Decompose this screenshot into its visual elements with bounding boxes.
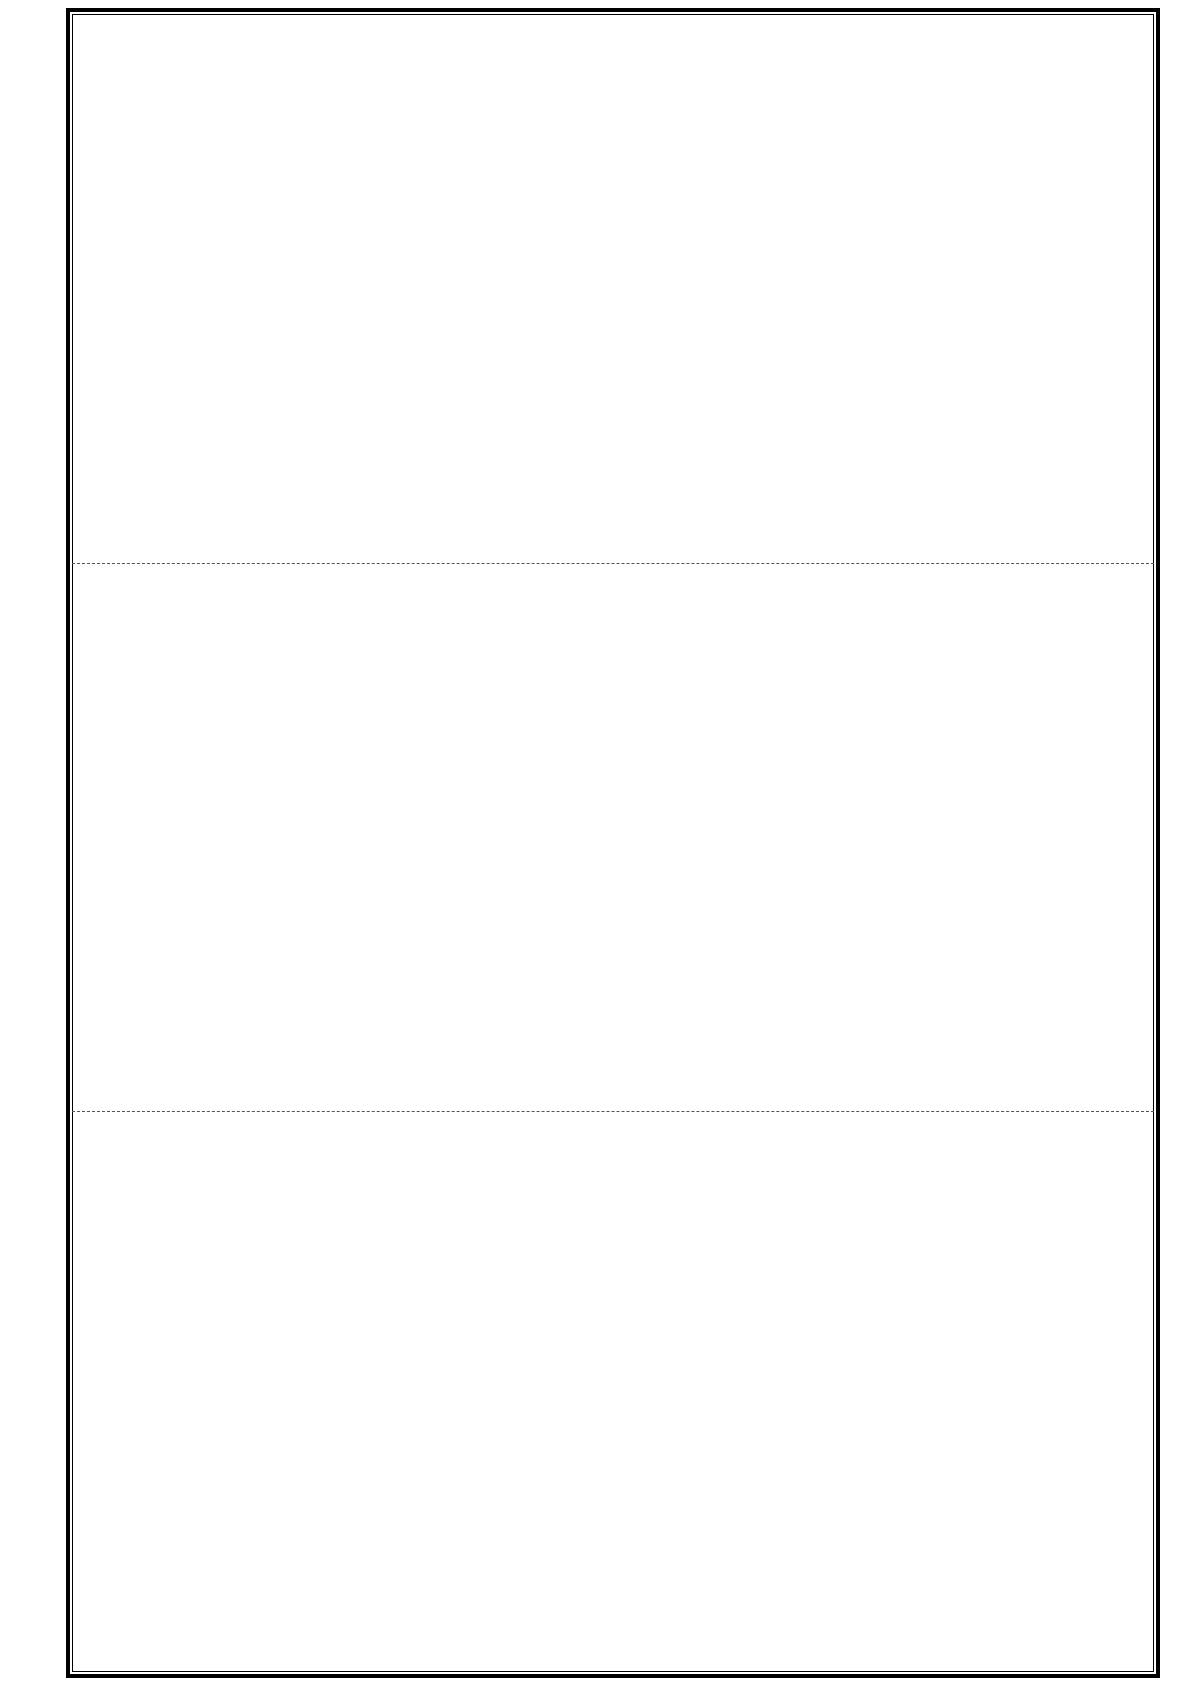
panel-3-columns — [73, 1116, 1143, 1670]
text-column — [863, 568, 910, 1108]
text-column — [910, 1116, 957, 1670]
text-column — [73, 568, 120, 1108]
text-column — [724, 1116, 771, 1670]
text-column — [584, 20, 631, 560]
text-column — [398, 568, 445, 1108]
text-column — [1049, 20, 1096, 560]
text-column — [677, 1116, 724, 1670]
text-column — [1003, 1116, 1050, 1670]
text-column — [631, 568, 678, 1108]
text-column — [352, 1116, 399, 1670]
text-column — [212, 568, 259, 1108]
text-column — [119, 568, 166, 1108]
text-column — [631, 20, 678, 560]
panel-2 — [72, 568, 1154, 1108]
text-column — [910, 20, 957, 560]
text-column — [166, 1116, 213, 1670]
text-column — [119, 20, 166, 560]
text-column — [1003, 568, 1050, 1108]
text-column — [1096, 1116, 1143, 1670]
text-column — [352, 568, 399, 1108]
text-column — [817, 568, 864, 1108]
text-column — [212, 20, 259, 560]
text-column — [770, 1116, 817, 1670]
text-column — [1049, 1116, 1096, 1670]
text-column — [259, 1116, 306, 1670]
text-column — [398, 20, 445, 560]
text-column — [73, 1116, 120, 1670]
text-column — [352, 20, 399, 560]
text-column — [817, 20, 864, 560]
text-column — [677, 568, 724, 1108]
text-column — [305, 568, 352, 1108]
text-column — [538, 20, 585, 560]
text-column — [956, 568, 1003, 1108]
text-column — [584, 1116, 631, 1670]
text-column — [956, 1116, 1003, 1670]
text-column — [445, 1116, 492, 1670]
text-column — [259, 20, 306, 560]
panel-divider-2 — [72, 1111, 1154, 1112]
text-column — [305, 20, 352, 560]
text-column — [770, 568, 817, 1108]
text-column — [677, 20, 724, 560]
text-column — [863, 1116, 910, 1670]
text-column — [491, 20, 538, 560]
text-column — [259, 568, 306, 1108]
text-column — [724, 20, 771, 560]
panel-1 — [72, 20, 1154, 560]
text-column — [305, 1116, 352, 1670]
text-column — [1096, 568, 1143, 1108]
text-column — [166, 568, 213, 1108]
text-column — [538, 1116, 585, 1670]
text-column — [166, 20, 213, 560]
text-column — [212, 1116, 259, 1670]
text-column — [491, 568, 538, 1108]
panel-1-columns — [73, 20, 1143, 560]
text-column — [119, 1116, 166, 1670]
text-column — [956, 20, 1003, 560]
panel-2-columns — [73, 568, 1143, 1108]
text-column — [910, 568, 957, 1108]
text-column — [817, 1116, 864, 1670]
text-column — [1096, 20, 1143, 560]
text-column — [584, 568, 631, 1108]
text-column — [863, 20, 910, 560]
panel-3 — [72, 1116, 1154, 1670]
text-column — [631, 1116, 678, 1670]
text-column — [1003, 20, 1050, 560]
text-column — [445, 20, 492, 560]
text-column — [491, 1116, 538, 1670]
text-column — [73, 20, 120, 560]
text-column — [445, 568, 492, 1108]
text-column — [724, 568, 771, 1108]
panel-divider-1 — [72, 563, 1154, 564]
text-column — [770, 20, 817, 560]
text-column — [398, 1116, 445, 1670]
text-column — [1049, 568, 1096, 1108]
text-column — [538, 568, 585, 1108]
